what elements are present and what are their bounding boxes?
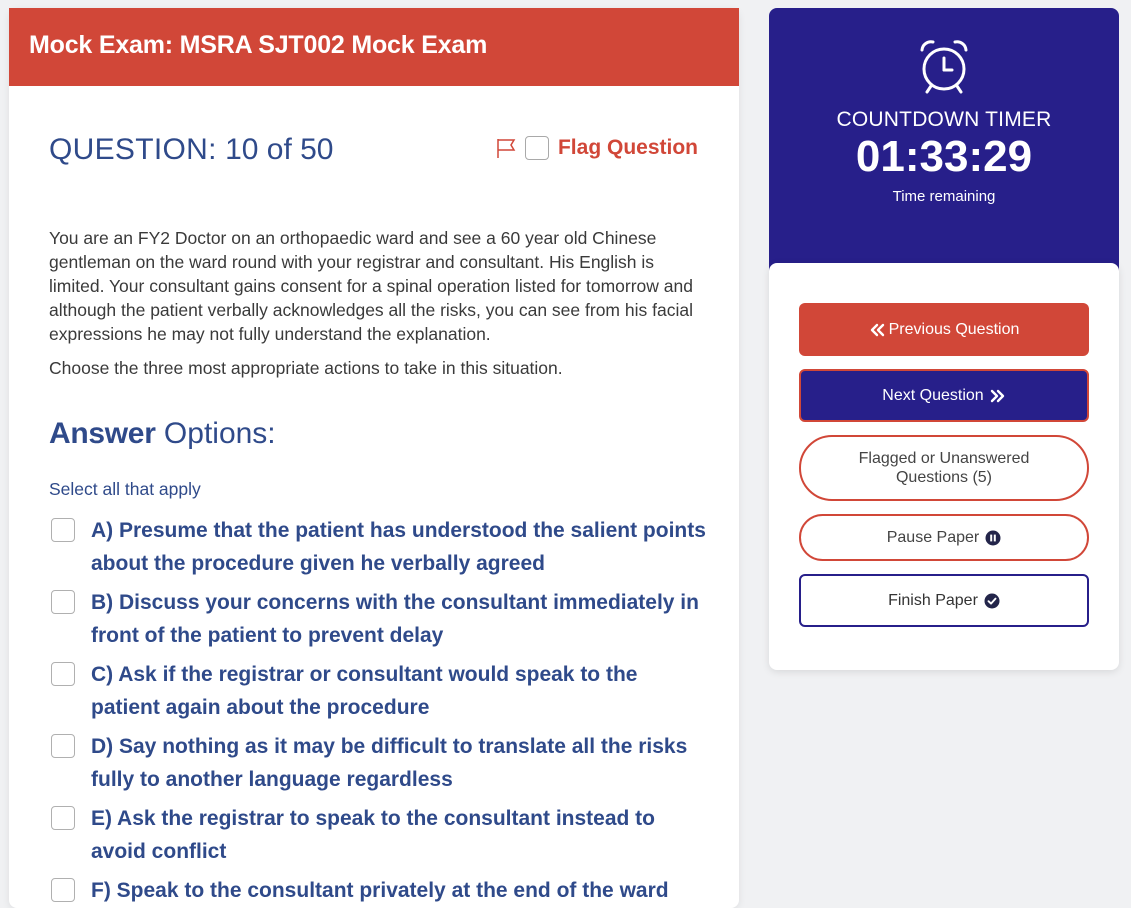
option-checkbox[interactable] bbox=[51, 806, 75, 830]
option-checkbox[interactable] bbox=[51, 734, 75, 758]
flag-question-control[interactable] bbox=[495, 136, 698, 160]
next-question-label: Next Question bbox=[882, 386, 984, 404]
alarm-clock-icon bbox=[914, 36, 974, 96]
finish-paper-label: Finish Paper bbox=[888, 591, 978, 609]
answer-heading-rest: Options: bbox=[163, 417, 276, 450]
flag-question-label[interactable]: Flag Question bbox=[557, 136, 698, 159]
exam-card bbox=[9, 8, 739, 908]
countdown-timer-panel bbox=[769, 8, 1119, 273]
question-scenario: You are an FY2 Doctor on an orthopaedic ward and see a 60 year old Chinese gentleman on the ward round with your registrar and consultant. His English is limited. Your consultant gains consent for a spinal operation listed for tomorrow and although the patient verbally acknowledges all the risks, you can see from his facial expressions he may not fully understand the explanation. bbox=[49, 228, 693, 344]
answer-option-f[interactable] bbox=[49, 874, 709, 907]
previous-question-button[interactable] bbox=[799, 303, 1089, 356]
exam-body bbox=[9, 86, 739, 907]
option-label: B) Discuss your concerns with the consultant immediately in front of the patient to prevent delay bbox=[91, 591, 699, 647]
pause-paper-label: Pause Paper bbox=[886, 528, 980, 546]
double-chevron-left-icon bbox=[869, 322, 885, 338]
answer-option-b[interactable] bbox=[49, 586, 709, 652]
answer-option-a[interactable] bbox=[49, 514, 709, 580]
answer-option-c[interactable] bbox=[49, 658, 709, 724]
option-label: A) Presume that the patient has understood the salient points about the procedure given he verbally agreed bbox=[91, 519, 706, 575]
option-label: D) Say nothing as it may be difficult to translate all the risks fully to another language regardless bbox=[91, 735, 688, 791]
exam-title: Mock Exam: MSRA SJT002 Mock Exam bbox=[9, 8, 739, 86]
question-text bbox=[49, 226, 704, 380]
option-checkbox[interactable] bbox=[51, 518, 75, 542]
flag-icon bbox=[495, 137, 517, 159]
option-checkbox[interactable] bbox=[51, 590, 75, 614]
pause-icon bbox=[985, 530, 1001, 546]
previous-question-label: Previous Question bbox=[888, 320, 1020, 338]
option-label: C) Ask if the registrar or consultant would speak to the patient again about the procedure bbox=[91, 663, 638, 719]
next-question-button[interactable] bbox=[799, 369, 1089, 422]
answer-options-list bbox=[49, 514, 706, 907]
option-label: E) Ask the registrar to speak to the consultant instead to avoid conflict bbox=[91, 807, 655, 863]
question-label: QUESTION: bbox=[49, 133, 217, 166]
question-row bbox=[49, 86, 699, 226]
check-circle-icon bbox=[984, 593, 1000, 609]
option-label: F) Speak to the consultant privately at the end of the ward bbox=[91, 879, 669, 902]
flagged-unanswered-button[interactable]: Flagged or Unanswered Questions (5) bbox=[799, 435, 1089, 501]
flag-checkbox[interactable] bbox=[525, 136, 549, 160]
select-hint: Select all that apply bbox=[49, 479, 201, 499]
question-counter bbox=[49, 133, 334, 167]
timer-title: COUNTDOWN TIMER bbox=[836, 108, 1052, 131]
answer-options-heading bbox=[49, 417, 699, 451]
question-progress: 10 of 50 bbox=[225, 133, 334, 166]
option-checkbox[interactable] bbox=[51, 878, 75, 902]
finish-paper-button[interactable] bbox=[799, 574, 1089, 627]
option-checkbox[interactable] bbox=[51, 662, 75, 686]
answer-option-e[interactable] bbox=[49, 802, 709, 868]
timer-subtitle: Time remaining bbox=[892, 188, 996, 205]
answer-option-d[interactable] bbox=[49, 730, 709, 796]
answer-heading-bold: Answer bbox=[49, 417, 156, 450]
navigation-panel bbox=[769, 263, 1119, 670]
double-chevron-right-icon bbox=[990, 388, 1006, 404]
timer-value: 01:33:29 bbox=[855, 132, 1033, 181]
pause-paper-button[interactable] bbox=[799, 514, 1089, 561]
question-instruction: Choose the three most appropriate actions to take in this situation. bbox=[49, 358, 563, 378]
